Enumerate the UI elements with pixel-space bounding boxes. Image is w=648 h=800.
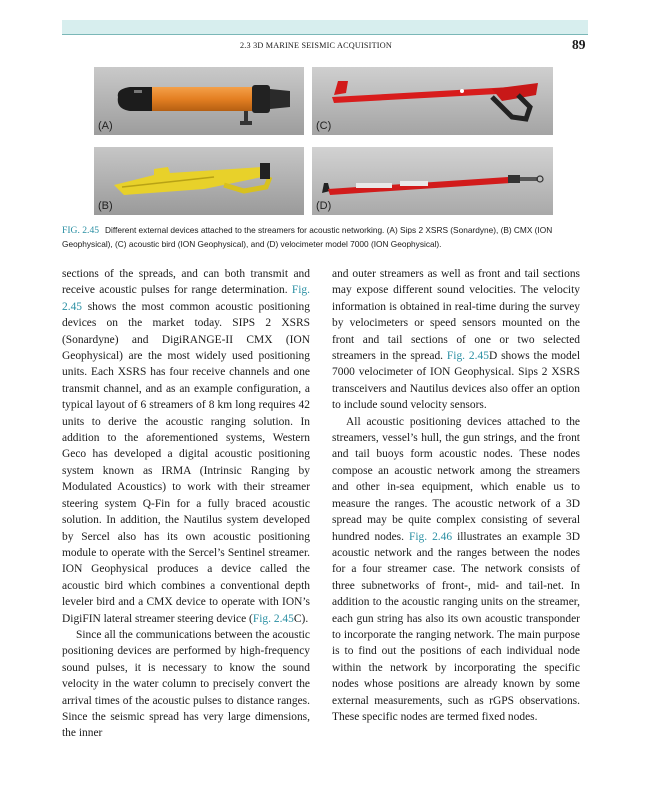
panel-label-c: (C) [316,120,332,132]
panel-label-b: (B) [98,200,113,212]
caption-text: Different external devices attached to the streamers for acoustic networking. (A) Sips 2 XSRS (Sonardyne), (B) CMX (ION Geophysical), (C) acoustic bird (ION Geophysical), and (D) velocimeter model 7000 (ION Geophysical). [62,225,553,249]
text-run: and outer streamers as well as front and tail sections may expose different sound velocities. The velocity information is obtained in real-time during the survey by velocimeters or speed sensors mounted on the front and tail sections of one or two selected streamers in the spread. [332,268,580,363]
acoustic-bird-illustration [312,67,553,135]
text-run: sections of the spreads, and can both transmit and receive acoustic pulses for range determination. [62,268,310,297]
figure-panel-a [94,67,304,135]
page-number: 89 [572,37,586,52]
right-paragraph-2 [332,414,580,726]
figure-reference-link[interactable]: Fig. 2.46 [408,530,453,543]
text-run: illustrates an example 3D acoustic network and the ranges between the nodes for a four streamer case. The network consists of three subnetworks of front-, mid- and tail-net. In addition to the acoustic ranging units on the streamer, each gun string has also its own acoustic transponder to incorporate the ranging network. The main purpose is to find out the positions of each individual node within the network by incorporating the specific nodes whose positions are already known by some external measurements, such as rGPS observations. These specific nodes are termed fixed nodes. [332,530,580,723]
text-run: All acoustic positioning devices attached to the streamers, vessel’s hull, the gun strings, and the front and tail buoys form acoustic nodes. These nodes compose an acoustic network among the streamers and other in-sea equipment, which enable us to measure the ranges. The acoustic network of a 3D spread may be quite complex consisting of several hundred nodes. [332,415,580,543]
running-head: 2.3 3D MARINE SEISMIC ACQUISITION [240,41,392,50]
text-run: D shows the model 7000 velocimeter of ION Geophysical. Sips 2 XSRS transceivers and Nautilus devices also offer an option to include sound velocity sensors. [332,350,580,412]
figure-panel-b [94,147,304,215]
left-paragraph-2: Since all the communications between the acoustic positioning devices are performed by high-frequency sound pulses, it is necessary to know the sound velocity in the water column to precisely convert the arrival times of the acoustic pulses to distance ranges. Since the seismic spread has very large dimensions, the inner [62,628,310,740]
figure-caption [62,224,588,250]
cmx-device-illustration [94,147,304,215]
panel-label-a: (A) [98,120,113,132]
header-band [62,20,588,34]
panel-label-d: (D) [316,200,332,212]
text-run: shows the most common acoustic positioning devices on the market today. SIPS 2 XSRS (Sonardyne) and DigiRANGE-II CMX (ION Geophysical) are the most widely used positioning units. Each XSRS has four receive channels and one transmit channel, and as an example configuration, a typical layout of 6 streamers of 8 km long requires 42 units to derive the acoustic ranging solution. In addition to the aforementioned systems, Western Geco has developed a digital acoustic positioning system known as IRMA (Intrinsic Ranging by Modulated Acoustics) to work with their streamer steering system Q-Fin for a fully braced acoustic solution. In addition, the Nautilus system developed by Sercel also has its own acoustic positioning module to operate with the Sercel’s Sentinel streamer. ION Geophysical produces a device called the acoustic bird which combines a conventional depth leveler bird and a CMX device to operate with ION’s DigiFIN lateral streamer steering device ( [62,300,310,625]
left-column [62,266,310,742]
figure-reference-link[interactable]: Fig. 2.45 [62,284,310,313]
figure-reference-link[interactable]: Fig. 2.45 [252,612,294,625]
figure-panel-c [312,67,553,135]
figure-panel-d [312,147,553,215]
text-run: C). [293,612,309,625]
right-column [332,266,580,725]
right-paragraph-1 [332,266,580,414]
velocimeter-illustration [312,147,553,215]
figure-reference-link[interactable]: Fig. 2.45 [446,350,489,363]
caption-figure-number: FIG. 2.45 [62,225,100,236]
left-paragraph-1 [62,266,310,627]
header-rule [62,34,588,35]
sonardyne-device-illustration [94,67,304,135]
